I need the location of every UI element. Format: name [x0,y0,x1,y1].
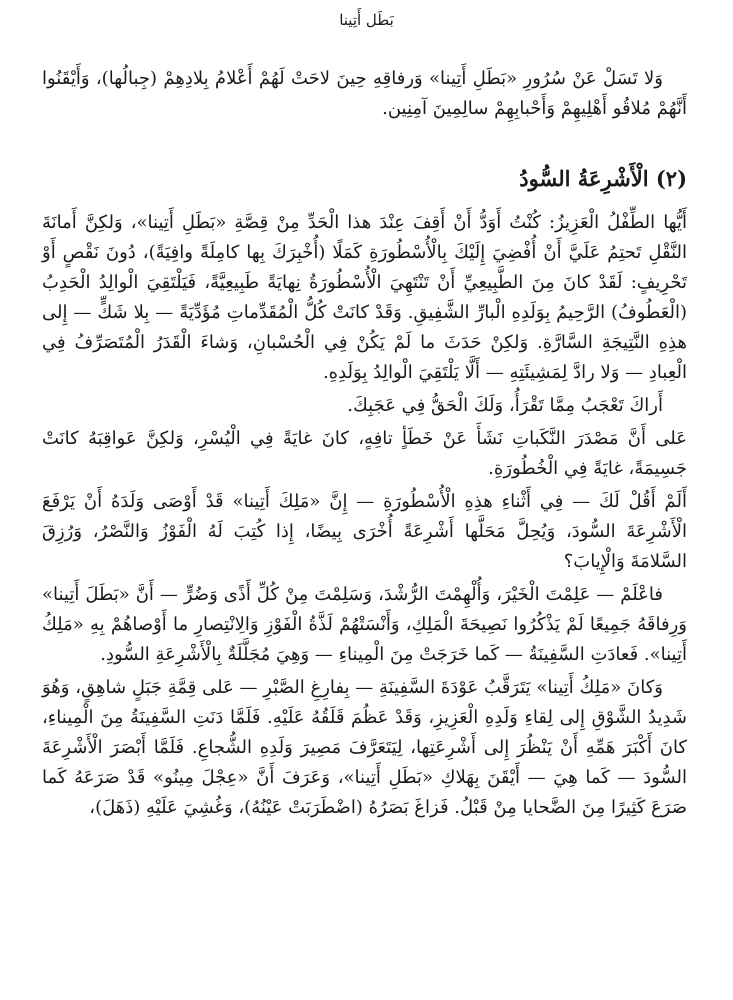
paragraph: أَيُّها الطِّفْلُ الْعَزِيزُ: كُنْتُ أَوَدُّ أَنْ أَقِفَ عِنْدَ هذا الْحَدِّ مِنْ قِصَّةِ «بَطَلِ أَتِينا»، وَلكِنَّ أَمانَةَ النَّقْلِ تَحتِمُ عَلَيَّ أَنْ أُفْضِيَ إِلَيْكَ بِالْأُسْطُورَةِ كَمَلًا (أُخْبِرَكَ بِها كامِلَةً وافِيَةً)، دُونَ نَقْصٍ أَوْ تَحْرِيفٍ: لَقَدْ كانَ مِنَ الطَّبِيعِيِّ أَنْ تَنْتَهِيَ الْأُسْطُورَةُ نِهايَةً طَبِيعِيَّةً، فَيَلْتَقِيَ الْوالِدُ الْحَدِبُ (الْعَطُوفُ) الرَّحِيمُ بِوَلَدِهِ الْبارِّ الشَّفِيقِ. وَقَدْ كانَتْ كُلُّ الْمُقَدِّماتِ مُؤَدِّيَةً — بِلا شَكٍّ — إِلى هذِهِ النَّتِيجَةِ السَّارَّةِ. وَلكِنْ حَدَثَ ما لَمْ يَكُنْ فِي الْحُسْبانِ، وَشاءَ الْقَدَرُ الْمُتَصَرِّفُ فِي الْعِبادِ — وَلا رادَّ لِمَشِيئَتِهِ — أَلَّا يَلْتَقِيَ الْوالِدُ بِوَلَدِهِ. [42,212,687,383]
paragraph: فاعْلَمْ — عَلِمْتَ الْخَيْرَ، وَأُلْهِمْتَ الرُّشْدَ، وَسَلِمْتَ مِنْ كُلِّ أَذًى وَضُرٍّ — أَنَّ «بَطَلَ أَتِينا» وَرِفاقَهُ جَمِيعًا لَمْ يَذْكُرُوا نَصِيحَةَ الْمَلِكِ، وَأَنْسَتْهُمْ لَذَّةُ الْفَوْزِ وَالِانْتِصارِ ما أَوْصاهُمْ بِهِ «مَلِكُ أَتِينا». فَعادَتِ السَّفِينَةُ — كَما خَرَجَتْ مِنَ الْمِيناءِ — وَهِيَ مُجَلَّلَةٌ بِالْأَشْرِعَةِ السُّودِ. [42,584,687,665]
paragraph: عَلى أَنَّ مَصْدَرَ النَّكَباتِ نَشَأَ عَنْ خَطَأٍ تافِهٍ، كانَ غايَةً فِي الْيُسْرِ، وَلكِنَّ عَواقِبَهُ كانَتْ جَسِيمَةً، غايَةً فِي الْخُطُورَةِ. [42,428,687,479]
paragraph: أَراكَ تَعْجَبُ مِمَّا تَقْرَأُ، وَلَكَ الْحَقُّ فِي عَجَبِكَ. [347,395,663,416]
paragraph: أَلَمْ أَقُلْ لَكَ — فِي أَثْناءِ هذِهِ الْأُسْطُورَةِ — إِنَّ «مَلِكَ أَتِينا» قَدْ أَوْصَى وَلَدَهُ أَنْ يَرْفَعَ الْأَشْرِعَةَ السُّودَ، وَيُحِلَّ مَحَلَّها أَشْرِعَةً أُخْرَى بِيضًا، إِذا كُتِبَ لَهُ الْفَوْزُ وَالنَّصْرُ، وَرُزِقَ السَّلامَةَ وَالْإِيابَ؟ [42,491,687,572]
section-body [42,208,687,826]
paragraph: وَكانَ «مَلِكُ أَتِينا» يَتَرَقَّبُ عَوْدَةَ السَّفِينَةِ — بِفارِغِ الصَّبْرِ — عَلى قِمَّةِ جَبَلٍ شاهِقٍ، وَهُوَ شَدِيدُ الشَّوْقِ إِلى لِقاءِ وَلَدِهِ الْعَزِيزِ، وَقَدْ عَظُمَ قَلَقُهُ عَلَيْهِ. فَلَمَّا دَنَتِ السَّفِينَةُ مِنَ الْمِيناءِ، كانَ أَكْبَرَ هَمِّهِ أَنْ يَنْظُرَ إِلى أَشْرِعَتِها، لِيَتَعَرَّفَ مَصِيرَ وَلَدِهِ الشُّجاعِ. فَلَمَّا أَبْصَرَ الْأَشْرِعَةَ السُّودَ — كَما هِيَ — أَيْقَنَ بِهَلاكِ «بَطَلِ أَتِينا»، وَعَرَفَ أَنَّ «عِجْلَ مِينُو» قَدْ صَرَعَهُ كَما صَرَعَ كَثِيرًا مِنَ الضَّحايا مِنْ قَبْلُ. فَزاغَ بَصَرُهُ (اضْطَرَبَتْ عَيْنُهُ)، وَغُشِيَ عَلَيْهِ (ذَهَلَ)، [42,677,687,818]
intro-paragraph: وَلا تَسَلْ عَنْ سُرُورِ «بَطَلِ أَتِينا» وَرفاقِهِ حِينَ لاحَتْ لَهُمْ أَعْلامُ بِلادِهِمْ (جِبالُها)، وَأَيْقَنُوا أَنَّهُمْ مُلاقُو أَهْلِيهِمْ وَأَحْبابِهِمْ سالِمِينَ آمِنِين. [42,68,687,119]
running-header: بَطَل أَتِينا [339,11,394,29]
section-heading: (٢) الْأَشْرِعَةُ السُّودُ [519,166,687,191]
